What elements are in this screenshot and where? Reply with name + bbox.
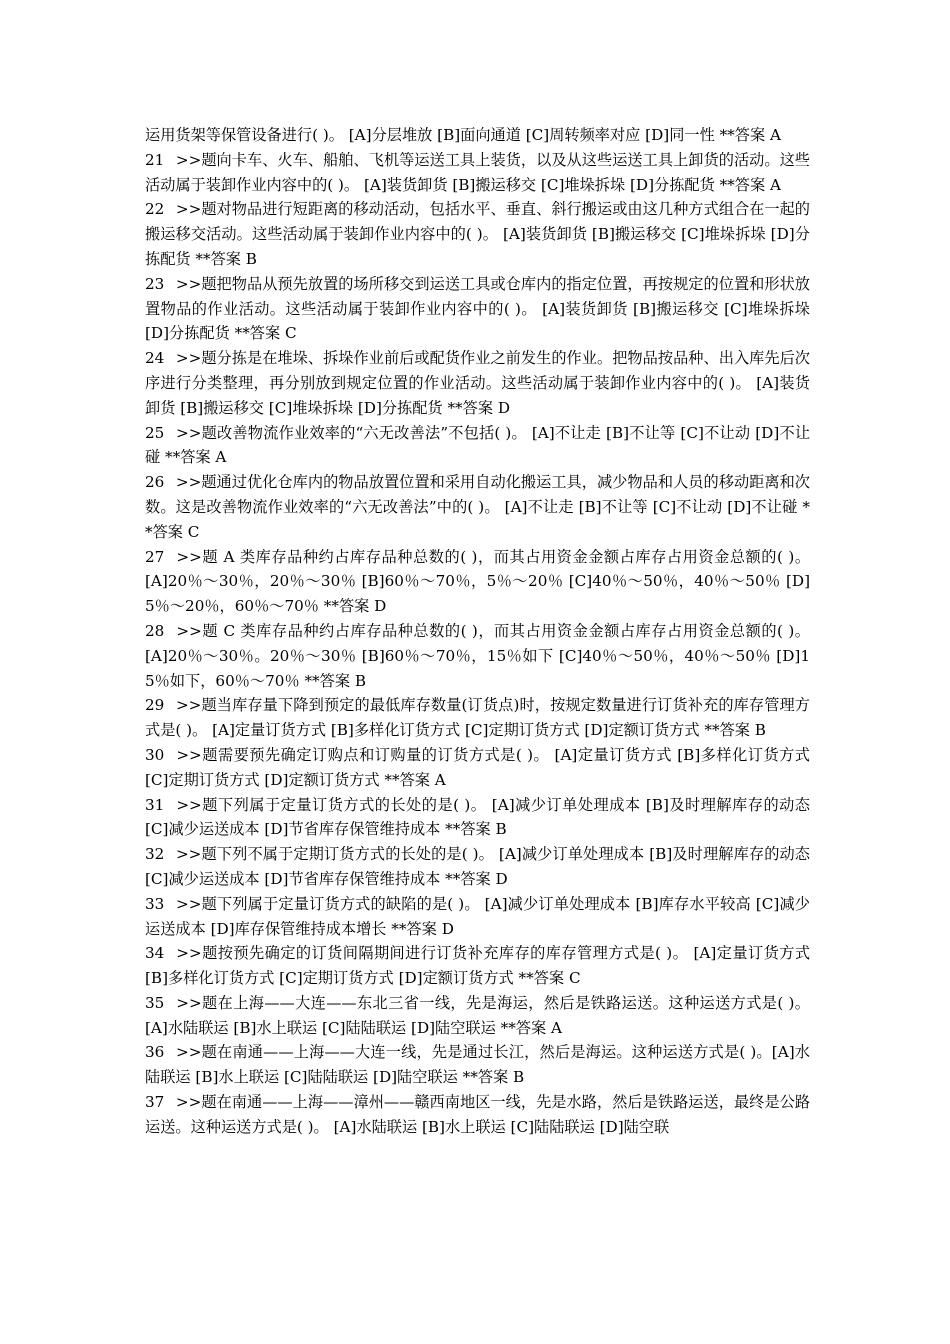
question-item bbox=[145, 421, 810, 471]
question-number: 29 bbox=[145, 696, 165, 715]
question-number: 36 bbox=[145, 1043, 165, 1062]
question-text: >>题分拣是在堆垛、拆垛作业前后或配货作业之前发生的作业。把物品按品种、出入库先后次序进行分类整理，再分别放到规定位置的作业活动。这些活动属于装卸作业内容中的( )。 [A]装货卸货 [B]搬运移交 [C]堆垛拆垛 [D]分拣配货 **答案 D bbox=[145, 349, 810, 417]
question-item bbox=[145, 272, 810, 346]
question-number: 27 bbox=[145, 547, 165, 566]
question-item bbox=[145, 470, 810, 544]
lead-paragraph: 运用货架等保管设备进行( )。 [A]分层堆放 [B]面向通道 [C]周转频率对应 [D]同一性 **答案 A bbox=[145, 126, 781, 144]
question-number: 23 bbox=[145, 274, 165, 293]
question-text: >>题把物品从预先放置的场所移交到运送工具或仓库内的指定位置，再按规定的位置和形状放置物品的作业活动。这些活动属于装卸作业内容中的( )。 [A]装货卸货 [B]搬运移交 [C]堆垛拆垛 [D]分拣配货 **答案 C bbox=[145, 274, 810, 343]
question-text: >>题在南通——上海——大连一线，先是通过长江，然后是海运。这种运送方式是( )。[A]水陆联运 [B]水上联运 [C]陆陆联运 [D]陆空联运 **答案 B bbox=[145, 1043, 810, 1087]
question-number: 28 bbox=[145, 621, 165, 640]
question-text: >>题在南通——上海——漳州——赣西南地区一线，先是水路，然后是铁路运送，最终是公路运送。这种运送方式是( )。 [A]水陆联运 [B]水上联运 [C]陆陆联运 [D]陆空联 bbox=[145, 1093, 811, 1136]
question-text: >>题当库存量下降到预定的最低库存数量(订货点)时，按规定数量进行订货补充的库存管理方式是( )。 [A]定量订货方式 [B]多样化订货方式 [C]定期订货方式 [D]定额订货方式 **答案 B bbox=[145, 696, 810, 740]
question-item bbox=[145, 1040, 810, 1090]
question-item bbox=[145, 1090, 810, 1140]
question-number: 33 bbox=[145, 894, 165, 913]
question-number: 22 bbox=[145, 200, 165, 219]
question-item bbox=[145, 991, 810, 1041]
question-number: 25 bbox=[145, 423, 165, 442]
question-text: >>题下列属于定量订货方式的缺陷的是( )。 [A]减少订单处理成本 [B]库存水平较高 [C]减少运送成本 [D]库存保管维持成本增长 **答案 D bbox=[145, 894, 810, 938]
question-item bbox=[145, 793, 810, 843]
question-text: >>题下列属于定量订货方式的长处的是( )。 [A]减少订单处理成本 [B]及时理解库存的动态 [C]减少运送成本 [D]节省库存保管维持成本 **答案 B bbox=[145, 795, 810, 839]
question-text: >>题需要预先确定订购点和订购量的订货方式是( )。 [A]定量订货方式 [B]多样化订货方式 [C]定期订货方式 [D]定额订货方式 **答案 A bbox=[145, 745, 810, 789]
question-text: >>题下列不属于定期订货方式的长处的是( )。 [A]减少订单处理成本 [B]及时理解库存的动态 [C]减少运送成本 [D]节省库存保管维持成本 **答案 D bbox=[145, 845, 810, 888]
question-item bbox=[145, 892, 810, 942]
question-number: 30 bbox=[145, 745, 165, 764]
question-text: >>题 C 类库存品种约占库存品种总数的( )，而其占用资金金额占库存占用资金总额的( )。 [A]20％～30％。20％～30％ [B]60％～70％，15％如下 [C]40％～50％，40％～50％ [D]15％如下，60％～70％ **答案 B bbox=[145, 621, 810, 690]
question-text: >>题改善物流作业效率的“六无改善法”不包括( )。 [A]不让走 [B]不让等 [C]不让动 [D]不让碰 **答案 A bbox=[145, 423, 811, 467]
question-item bbox=[145, 842, 810, 892]
question-text: >>题在上海——大连——东北三省一线，先是海运，然后是铁路运送。这种运送方式是( )。 [A]水陆联运 [B]水上联运 [C]陆陆联运 [D]陆空联运 **答案 A bbox=[145, 993, 810, 1037]
question-item bbox=[145, 346, 810, 420]
question-item bbox=[145, 693, 810, 743]
question-text: >>题向卡车、火车、船舶、飞机等运送工具上装货，以及从这些运送工具上卸货的活动。这些活动属于装卸作业内容中的( )。 [A]装货卸货 [B]搬运移交 [C]堆垛拆垛 [D]分拣配货 **答案 A bbox=[145, 150, 810, 194]
question-number: 32 bbox=[145, 845, 165, 864]
question-item bbox=[145, 148, 810, 198]
question-number: 21 bbox=[145, 150, 165, 169]
question-list bbox=[145, 148, 810, 1140]
question-text: >>题对物品进行短距离的移动活动，包括水平、垂直、斜行搬运或由这几种方式组合在一起的搬运移交活动。这些活动属于装卸作业内容中的( )。 [A]装货卸货 [B]搬运移交 [C]堆垛拆垛 [D]分拣配货 **答案 B bbox=[145, 200, 810, 268]
question-number: 37 bbox=[145, 1093, 165, 1112]
question-number: 34 bbox=[145, 944, 165, 963]
question-item bbox=[145, 941, 810, 991]
question-number: 31 bbox=[145, 795, 165, 814]
question-item bbox=[145, 197, 810, 271]
question-number: 26 bbox=[145, 473, 165, 492]
question-number: 35 bbox=[145, 993, 165, 1012]
question-item bbox=[145, 619, 810, 693]
question-text: >>题通过优化仓库内的物品放置位置和采用自动化搬运工具，减少物品和人员的移动距离和次数。这是改善物流作业效率的“六无改善法”中的( )。 [A]不让走 [B]不让等 [C]不让动 [D]不让碰 **答案 C bbox=[145, 473, 810, 541]
question-item bbox=[145, 545, 810, 619]
document-body bbox=[145, 123, 810, 1140]
question-item bbox=[145, 743, 810, 793]
question-number: 24 bbox=[145, 349, 165, 368]
question-text: >>题按预先确定的订货间隔期间进行订货补充库存的库存管理方式是( )。 [A]定量订货方式 [B]多样化订货方式 [C]定期订货方式 [D]定额订货方式 **答案 C bbox=[145, 944, 811, 988]
question-text: >>题 A 类库存品种约占库存品种总数的( )，而其占用资金金额占库存占用资金总额的( )。 [A]20％～30％，20％～30％ [B]60％～70％，5％～20％ [C]40％～50％，40％～50％ [D]5％～20％，60％～70％ **答案 D bbox=[145, 547, 811, 616]
